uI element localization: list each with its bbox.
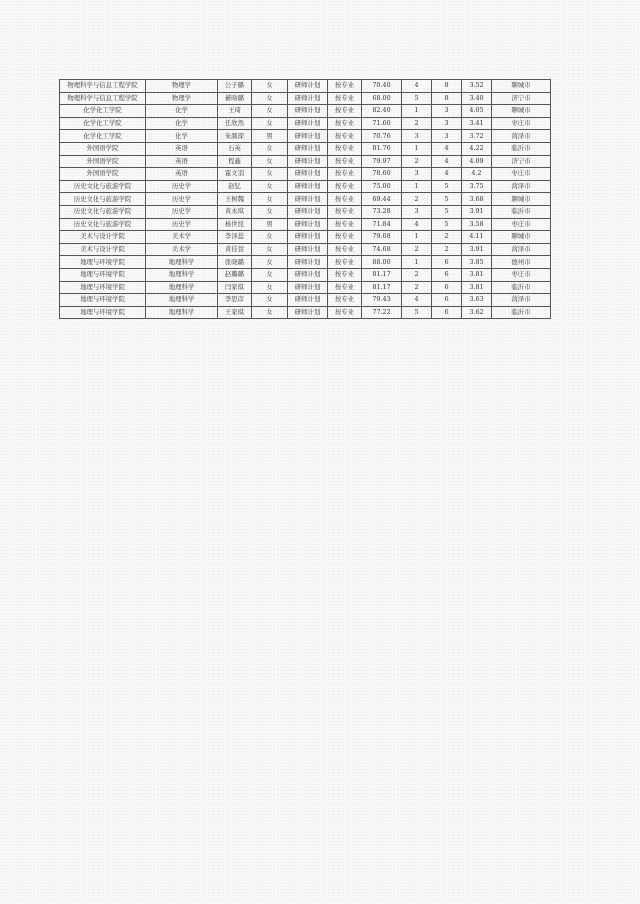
- cell-quota: 2: [432, 231, 462, 244]
- cell-name: 闫家琪: [218, 281, 252, 294]
- cell-name: 王琦: [218, 105, 252, 118]
- cell-rank: 2: [402, 193, 432, 206]
- table-row: [60, 256, 551, 269]
- cell-city: 聊城市: [492, 80, 551, 93]
- cell-college: 历史文化与旅游学院: [60, 205, 146, 218]
- cell-quota: 6: [432, 268, 462, 281]
- cell-quota: 6: [432, 256, 462, 269]
- cell-quota: 5: [432, 205, 462, 218]
- cell-city: 菏泽市: [492, 243, 551, 256]
- cell-gpa: 3.72: [462, 130, 492, 143]
- cell-name: 公子璐: [218, 80, 252, 93]
- cell-name: 王树魏: [218, 193, 252, 206]
- table-row: [60, 193, 551, 206]
- cell-major: 历史学: [146, 218, 218, 231]
- cell-program: 研师计划: [288, 231, 328, 244]
- cell-quota: 2: [432, 243, 462, 256]
- cell-score: 81.76: [362, 142, 402, 155]
- cell-gpa: 3.91: [462, 243, 492, 256]
- cell-gpa: 4.2: [462, 168, 492, 181]
- cell-score: 79.08: [362, 231, 402, 244]
- cell-major: 地理科学: [146, 256, 218, 269]
- cell-category: 按专业: [328, 142, 362, 155]
- cell-program: 研师计划: [288, 92, 328, 105]
- student-roster-table: [59, 79, 551, 319]
- cell-program: 研师计划: [288, 205, 328, 218]
- cell-rank: 2: [402, 243, 432, 256]
- cell-rank: 2: [402, 281, 432, 294]
- cell-quota: 5: [432, 193, 462, 206]
- cell-category: 按专业: [328, 243, 362, 256]
- cell-city: 聊城市: [492, 231, 551, 244]
- cell-gender: 女: [252, 142, 288, 155]
- cell-score: 71.60: [362, 117, 402, 130]
- cell-category: 按专业: [328, 105, 362, 118]
- cell-rank: 4: [402, 80, 432, 93]
- cell-name: 黄佳萱: [218, 243, 252, 256]
- cell-name: 李泽蕊: [218, 231, 252, 244]
- cell-college: 地理与环境学院: [60, 256, 146, 269]
- cell-program: 研师计划: [288, 218, 328, 231]
- cell-gender: 男: [252, 218, 288, 231]
- cell-category: 按专业: [328, 117, 362, 130]
- cell-college: 化学化工学院: [60, 117, 146, 130]
- table-row: [60, 180, 551, 193]
- cell-rank: 1: [402, 105, 432, 118]
- cell-score: 81.17: [362, 268, 402, 281]
- cell-city: 临沂市: [492, 205, 551, 218]
- cell-score: 70.40: [362, 80, 402, 93]
- cell-program: 研师计划: [288, 193, 328, 206]
- cell-category: 按专业: [328, 130, 362, 143]
- cell-college: 历史文化与旅游学院: [60, 218, 146, 231]
- cell-program: 研师计划: [288, 168, 328, 181]
- cell-college: 物理科学与信息工程学院: [60, 80, 146, 93]
- cell-college: 外国语学院: [60, 142, 146, 155]
- cell-college: 历史文化与旅游学院: [60, 180, 146, 193]
- cell-gender: 女: [252, 256, 288, 269]
- cell-category: 按专业: [328, 281, 362, 294]
- cell-quota: 3: [432, 130, 462, 143]
- cell-rank: 3: [402, 130, 432, 143]
- cell-college: 历史文化与旅游学院: [60, 193, 146, 206]
- cell-category: 按专业: [328, 80, 362, 93]
- cell-major: 英语: [146, 168, 218, 181]
- cell-score: 88.00: [362, 256, 402, 269]
- cell-college: 地理与环境学院: [60, 268, 146, 281]
- cell-score: 73.28: [362, 205, 402, 218]
- cell-name: 张晓璐: [218, 256, 252, 269]
- cell-major: 英语: [146, 155, 218, 168]
- cell-program: 研师计划: [288, 281, 328, 294]
- cell-city: 菏泽市: [492, 130, 551, 143]
- cell-gpa: 3.52: [462, 80, 492, 93]
- table-row: [60, 117, 551, 130]
- cell-major: 历史学: [146, 193, 218, 206]
- cell-rank: 2: [402, 155, 432, 168]
- cell-name: 王家琪: [218, 306, 252, 319]
- cell-gpa: 3.41: [462, 117, 492, 130]
- cell-program: 研师计划: [288, 80, 328, 93]
- cell-rank: 1: [402, 231, 432, 244]
- cell-category: 按专业: [328, 306, 362, 319]
- cell-category: 按专业: [328, 231, 362, 244]
- cell-rank: 3: [402, 168, 432, 181]
- cell-gender: 女: [252, 294, 288, 307]
- cell-quota: 5: [432, 180, 462, 193]
- cell-gender: 女: [252, 231, 288, 244]
- cell-gender: 女: [252, 306, 288, 319]
- cell-city: 枣庄市: [492, 218, 551, 231]
- cell-gender: 女: [252, 117, 288, 130]
- cell-gender: 女: [252, 92, 288, 105]
- cell-city: 临沂市: [492, 281, 551, 294]
- cell-rank: 4: [402, 218, 432, 231]
- cell-major: 英语: [146, 142, 218, 155]
- cell-gpa: 3.63: [462, 294, 492, 307]
- cell-program: 研师计划: [288, 268, 328, 281]
- cell-city: 济宁市: [492, 155, 551, 168]
- cell-name: 黄永琪: [218, 205, 252, 218]
- cell-program: 研师计划: [288, 306, 328, 319]
- table-row: [60, 231, 551, 244]
- cell-major: 历史学: [146, 205, 218, 218]
- cell-major: 物理学: [146, 80, 218, 93]
- cell-score: 79.43: [362, 294, 402, 307]
- cell-rank: 2: [402, 117, 432, 130]
- cell-gpa: 3.40: [462, 92, 492, 105]
- cell-quota: 4: [432, 155, 462, 168]
- cell-category: 按专业: [328, 294, 362, 307]
- cell-name: 程鑫: [218, 155, 252, 168]
- cell-name: 石英: [218, 142, 252, 155]
- table-row: [60, 105, 551, 118]
- cell-program: 研师计划: [288, 243, 328, 256]
- cell-program: 研师计划: [288, 256, 328, 269]
- cell-major: 化学: [146, 130, 218, 143]
- cell-college: 美术与设计学院: [60, 231, 146, 244]
- cell-gpa: 3.58: [462, 218, 492, 231]
- cell-gpa: 3.81: [462, 281, 492, 294]
- cell-major: 物理学: [146, 92, 218, 105]
- cell-name: 杨世昆: [218, 218, 252, 231]
- cell-major: 化学: [146, 117, 218, 130]
- cell-city: 枣庄市: [492, 117, 551, 130]
- cell-name: 赵钇: [218, 180, 252, 193]
- cell-city: 枣庄市: [492, 168, 551, 181]
- cell-category: 按专业: [328, 92, 362, 105]
- cell-gpa: 3.68: [462, 193, 492, 206]
- cell-gpa: 3.75: [462, 180, 492, 193]
- cell-quota: 4: [432, 168, 462, 181]
- cell-rank: 2: [402, 268, 432, 281]
- cell-major: 美术学: [146, 243, 218, 256]
- table-row: [60, 294, 551, 307]
- cell-college: 地理与环境学院: [60, 281, 146, 294]
- cell-score: 74.68: [362, 243, 402, 256]
- cell-score: 71.84: [362, 218, 402, 231]
- cell-city: 德州市: [492, 256, 551, 269]
- cell-city: 聊城市: [492, 193, 551, 206]
- cell-college: 地理与环境学院: [60, 294, 146, 307]
- cell-category: 按专业: [328, 180, 362, 193]
- cell-gpa: 4.22: [462, 142, 492, 155]
- cell-gender: 女: [252, 268, 288, 281]
- cell-gpa: 3.81: [462, 268, 492, 281]
- cell-major: 美术学: [146, 231, 218, 244]
- cell-score: 68.00: [362, 92, 402, 105]
- cell-quota: 6: [432, 306, 462, 319]
- cell-gender: 女: [252, 180, 288, 193]
- cell-major: 地理科学: [146, 294, 218, 307]
- cell-major: 化学: [146, 105, 218, 118]
- cell-gpa: 3.62: [462, 306, 492, 319]
- table-row: [60, 243, 551, 256]
- cell-program: 研师计划: [288, 130, 328, 143]
- cell-gender: 女: [252, 281, 288, 294]
- cell-major: 地理科学: [146, 281, 218, 294]
- cell-city: 聊城市: [492, 105, 551, 118]
- cell-rank: 5: [402, 92, 432, 105]
- cell-college: 化学化工学院: [60, 130, 146, 143]
- cell-quota: 3: [432, 117, 462, 130]
- cell-rank: 4: [402, 294, 432, 307]
- table-row: [60, 268, 551, 281]
- cell-city: 临沂市: [492, 306, 551, 319]
- cell-program: 研师计划: [288, 294, 328, 307]
- cell-quota: 5: [432, 218, 462, 231]
- cell-college: 美术与设计学院: [60, 243, 146, 256]
- cell-category: 按专业: [328, 256, 362, 269]
- cell-college: 物理科学与信息工程学院: [60, 92, 146, 105]
- cell-college: 地理与环境学院: [60, 306, 146, 319]
- cell-quota: 6: [432, 294, 462, 307]
- cell-score: 82.40: [362, 105, 402, 118]
- cell-gpa: 4.09: [462, 155, 492, 168]
- cell-name: 任欣然: [218, 117, 252, 130]
- cell-city: 菏泽市: [492, 180, 551, 193]
- table-row: [60, 142, 551, 155]
- table-row: [60, 80, 551, 93]
- cell-category: 按专业: [328, 218, 362, 231]
- table-row: [60, 130, 551, 143]
- cell-gender: 女: [252, 243, 288, 256]
- cell-score: 75.00: [362, 180, 402, 193]
- cell-score: 78.60: [362, 168, 402, 181]
- cell-score: 70.76: [362, 130, 402, 143]
- table-row: [60, 92, 551, 105]
- cell-gender: 女: [252, 105, 288, 118]
- cell-category: 按专业: [328, 268, 362, 281]
- cell-quota: 3: [432, 105, 462, 118]
- table-row: [60, 168, 551, 181]
- cell-major: 地理科学: [146, 306, 218, 319]
- cell-category: 按专业: [328, 155, 362, 168]
- cell-major: 地理科学: [146, 268, 218, 281]
- cell-program: 研师计划: [288, 155, 328, 168]
- table-row: [60, 205, 551, 218]
- table-row: [60, 281, 551, 294]
- cell-quota: 8: [432, 92, 462, 105]
- cell-score: 81.17: [362, 281, 402, 294]
- cell-college: 化学化工学院: [60, 105, 146, 118]
- cell-program: 研师计划: [288, 180, 328, 193]
- cell-college: 外国语学院: [60, 155, 146, 168]
- table-body: [60, 80, 551, 319]
- table-row: [60, 218, 551, 231]
- cell-gpa: 4.05: [462, 105, 492, 118]
- cell-score: 69.44: [362, 193, 402, 206]
- cell-gender: 女: [252, 155, 288, 168]
- cell-category: 按专业: [328, 168, 362, 181]
- table-row: [60, 306, 551, 319]
- cell-program: 研师计划: [288, 117, 328, 130]
- cell-gender: 女: [252, 168, 288, 181]
- cell-rank: 1: [402, 142, 432, 155]
- cell-gender: 女: [252, 205, 288, 218]
- cell-name: 綦晗璐: [218, 92, 252, 105]
- cell-college: 外国语学院: [60, 168, 146, 181]
- cell-rank: 5: [402, 306, 432, 319]
- cell-program: 研师计划: [288, 142, 328, 155]
- cell-name: 朱颜琛: [218, 130, 252, 143]
- cell-program: 研师计划: [288, 105, 328, 118]
- cell-gender: 男: [252, 130, 288, 143]
- cell-category: 按专业: [328, 205, 362, 218]
- cell-quota: 4: [432, 142, 462, 155]
- cell-major: 历史学: [146, 180, 218, 193]
- cell-gpa: 4.11: [462, 231, 492, 244]
- cell-score: 79.97: [362, 155, 402, 168]
- cell-gender: 女: [252, 193, 288, 206]
- cell-quota: 8: [432, 80, 462, 93]
- cell-name: 赵璐璐: [218, 268, 252, 281]
- cell-rank: 1: [402, 256, 432, 269]
- cell-city: 济宁市: [492, 92, 551, 105]
- cell-city: 菏泽市: [492, 294, 551, 307]
- cell-gpa: 3.91: [462, 205, 492, 218]
- cell-category: 按专业: [328, 193, 362, 206]
- cell-rank: 3: [402, 205, 432, 218]
- cell-city: 枣庄市: [492, 268, 551, 281]
- cell-score: 77.22: [362, 306, 402, 319]
- cell-name: 霍文羽: [218, 168, 252, 181]
- cell-gender: 女: [252, 80, 288, 93]
- cell-gpa: 3.85: [462, 256, 492, 269]
- cell-name: 李思彦: [218, 294, 252, 307]
- table-row: [60, 155, 551, 168]
- cell-rank: 1: [402, 180, 432, 193]
- cell-quota: 6: [432, 281, 462, 294]
- cell-city: 临沂市: [492, 142, 551, 155]
